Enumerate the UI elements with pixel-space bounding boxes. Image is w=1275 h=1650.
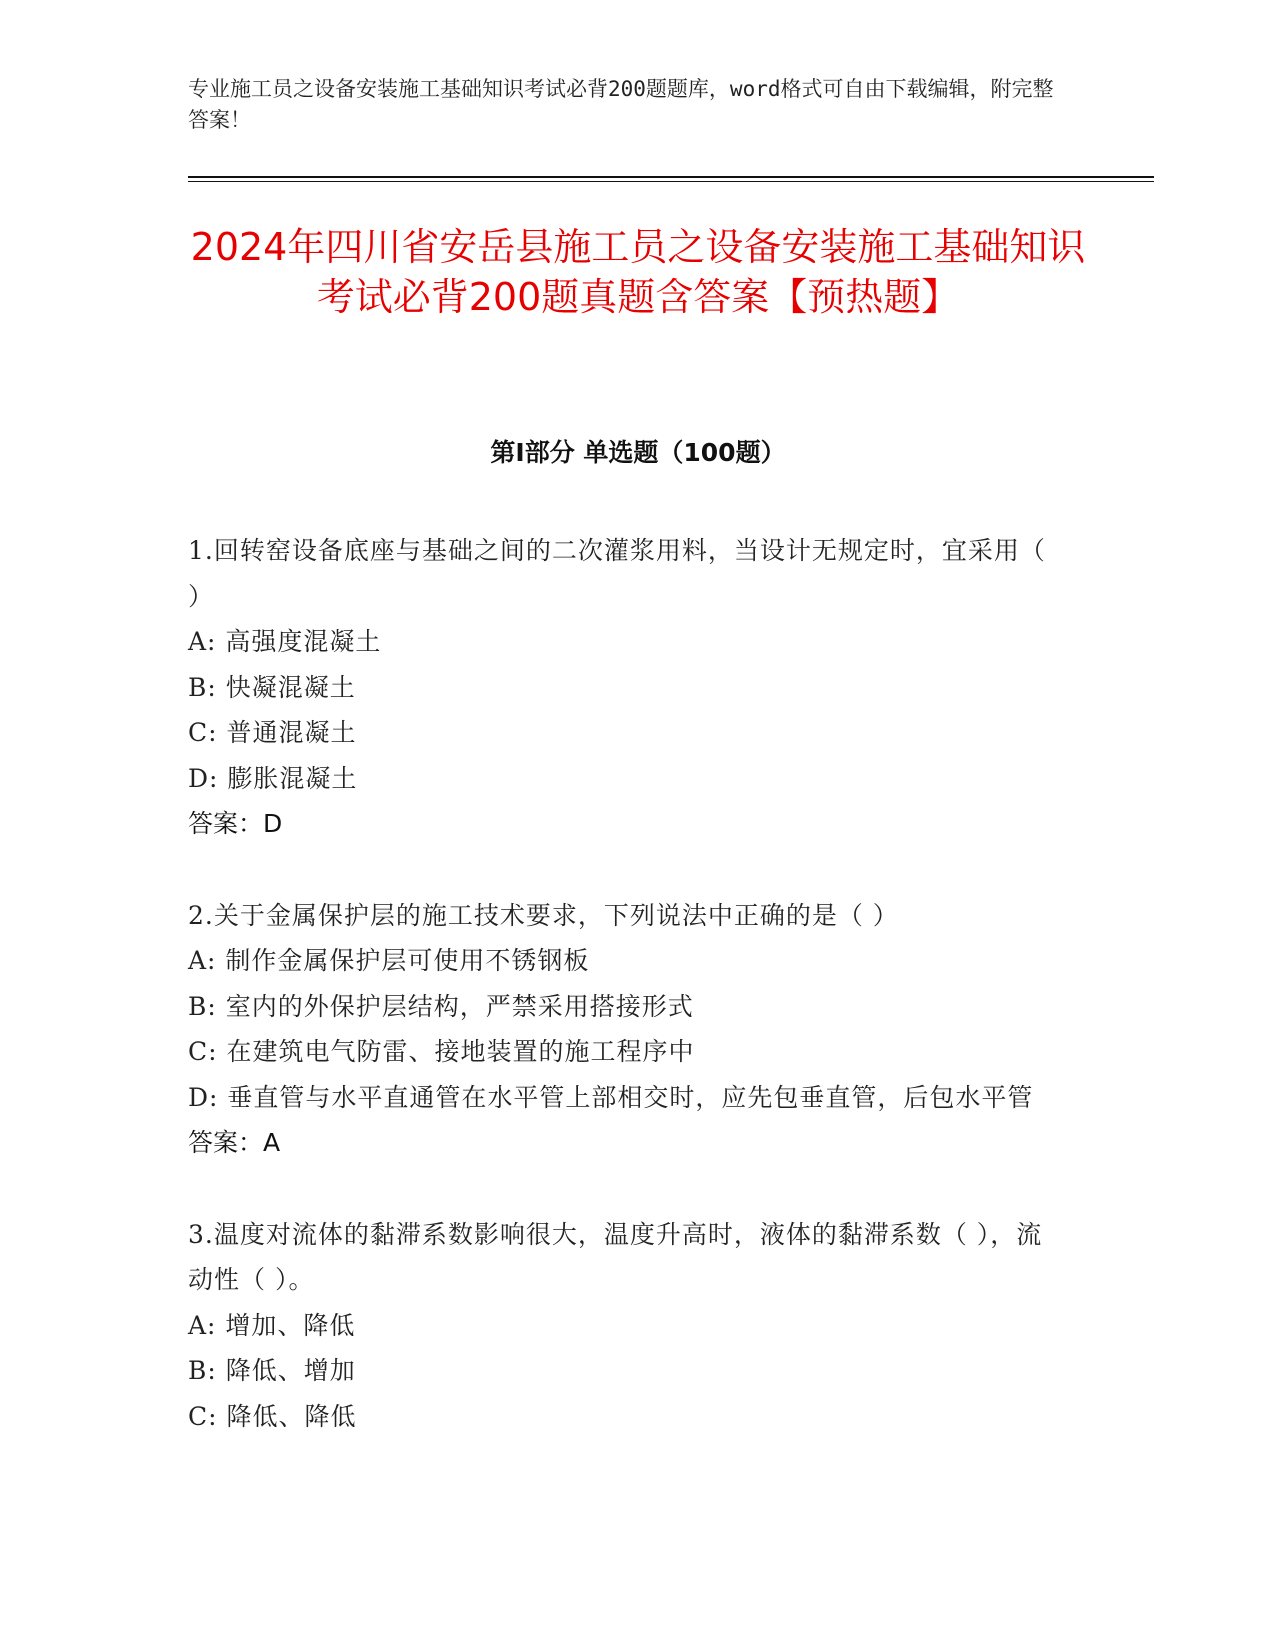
- option-c: C: 普通混凝土: [188, 718, 357, 747]
- question-list: [188, 528, 1068, 1485]
- question-1: [188, 528, 1068, 847]
- option-a: A: 制作金属保护层可使用不锈钢板: [188, 946, 590, 975]
- answer: 答案：D: [188, 809, 283, 838]
- option-d: D: 膨胀混凝土: [188, 763, 358, 793]
- option-a: A: 增加、降低: [188, 1310, 356, 1340]
- question-stem: 3.温度对流体的黏滞系数影响很大，温度升高时，液体的黏滞系数（ ），流动性（ ）。: [188, 1219, 1043, 1294]
- option-c: C: 在建筑电气防雷、接地装置的施工程序中: [188, 1037, 695, 1066]
- document-title: 2024年四川省安岳县施工员之设备安装施工基础知识考试必背200题真题含答案【预热题】: [190, 225, 1086, 319]
- option-d: D: 垂直管与水平直通管在水平管上部相交时，应先包垂直管，后包水平管: [188, 1082, 1034, 1112]
- question-stem: 1.回转窑设备底座与基础之间的二次灌浆用料，当设计无规定时，宜采用（ ）: [188, 536, 1046, 611]
- answer: 答案：A: [188, 1128, 281, 1157]
- option-b: B: 降低、增加: [188, 1356, 356, 1385]
- option-b: B: 快凝混凝土: [188, 672, 356, 702]
- question-2: [188, 893, 1068, 1166]
- option-b: B: 室内的外保护层结构，严禁采用搭接形式: [188, 991, 694, 1021]
- header-rule-thin: [188, 181, 1154, 182]
- header-note: 专业施工员之设备安装施工基础知识考试必背200题题库，word格式可自由下载编辑，附完整答案！: [188, 77, 1054, 132]
- question-3: [188, 1212, 1068, 1440]
- option-c: C: 降低、降低: [188, 1401, 357, 1431]
- question-stem: 2.关于金属保护层的施工技术要求，下列说法中正确的是（ ）: [188, 900, 899, 930]
- section-heading: 第I部分 单选题（100题）: [490, 438, 786, 467]
- option-a: A: 高强度混凝土: [188, 627, 382, 656]
- header-rule-thick: [188, 176, 1154, 178]
